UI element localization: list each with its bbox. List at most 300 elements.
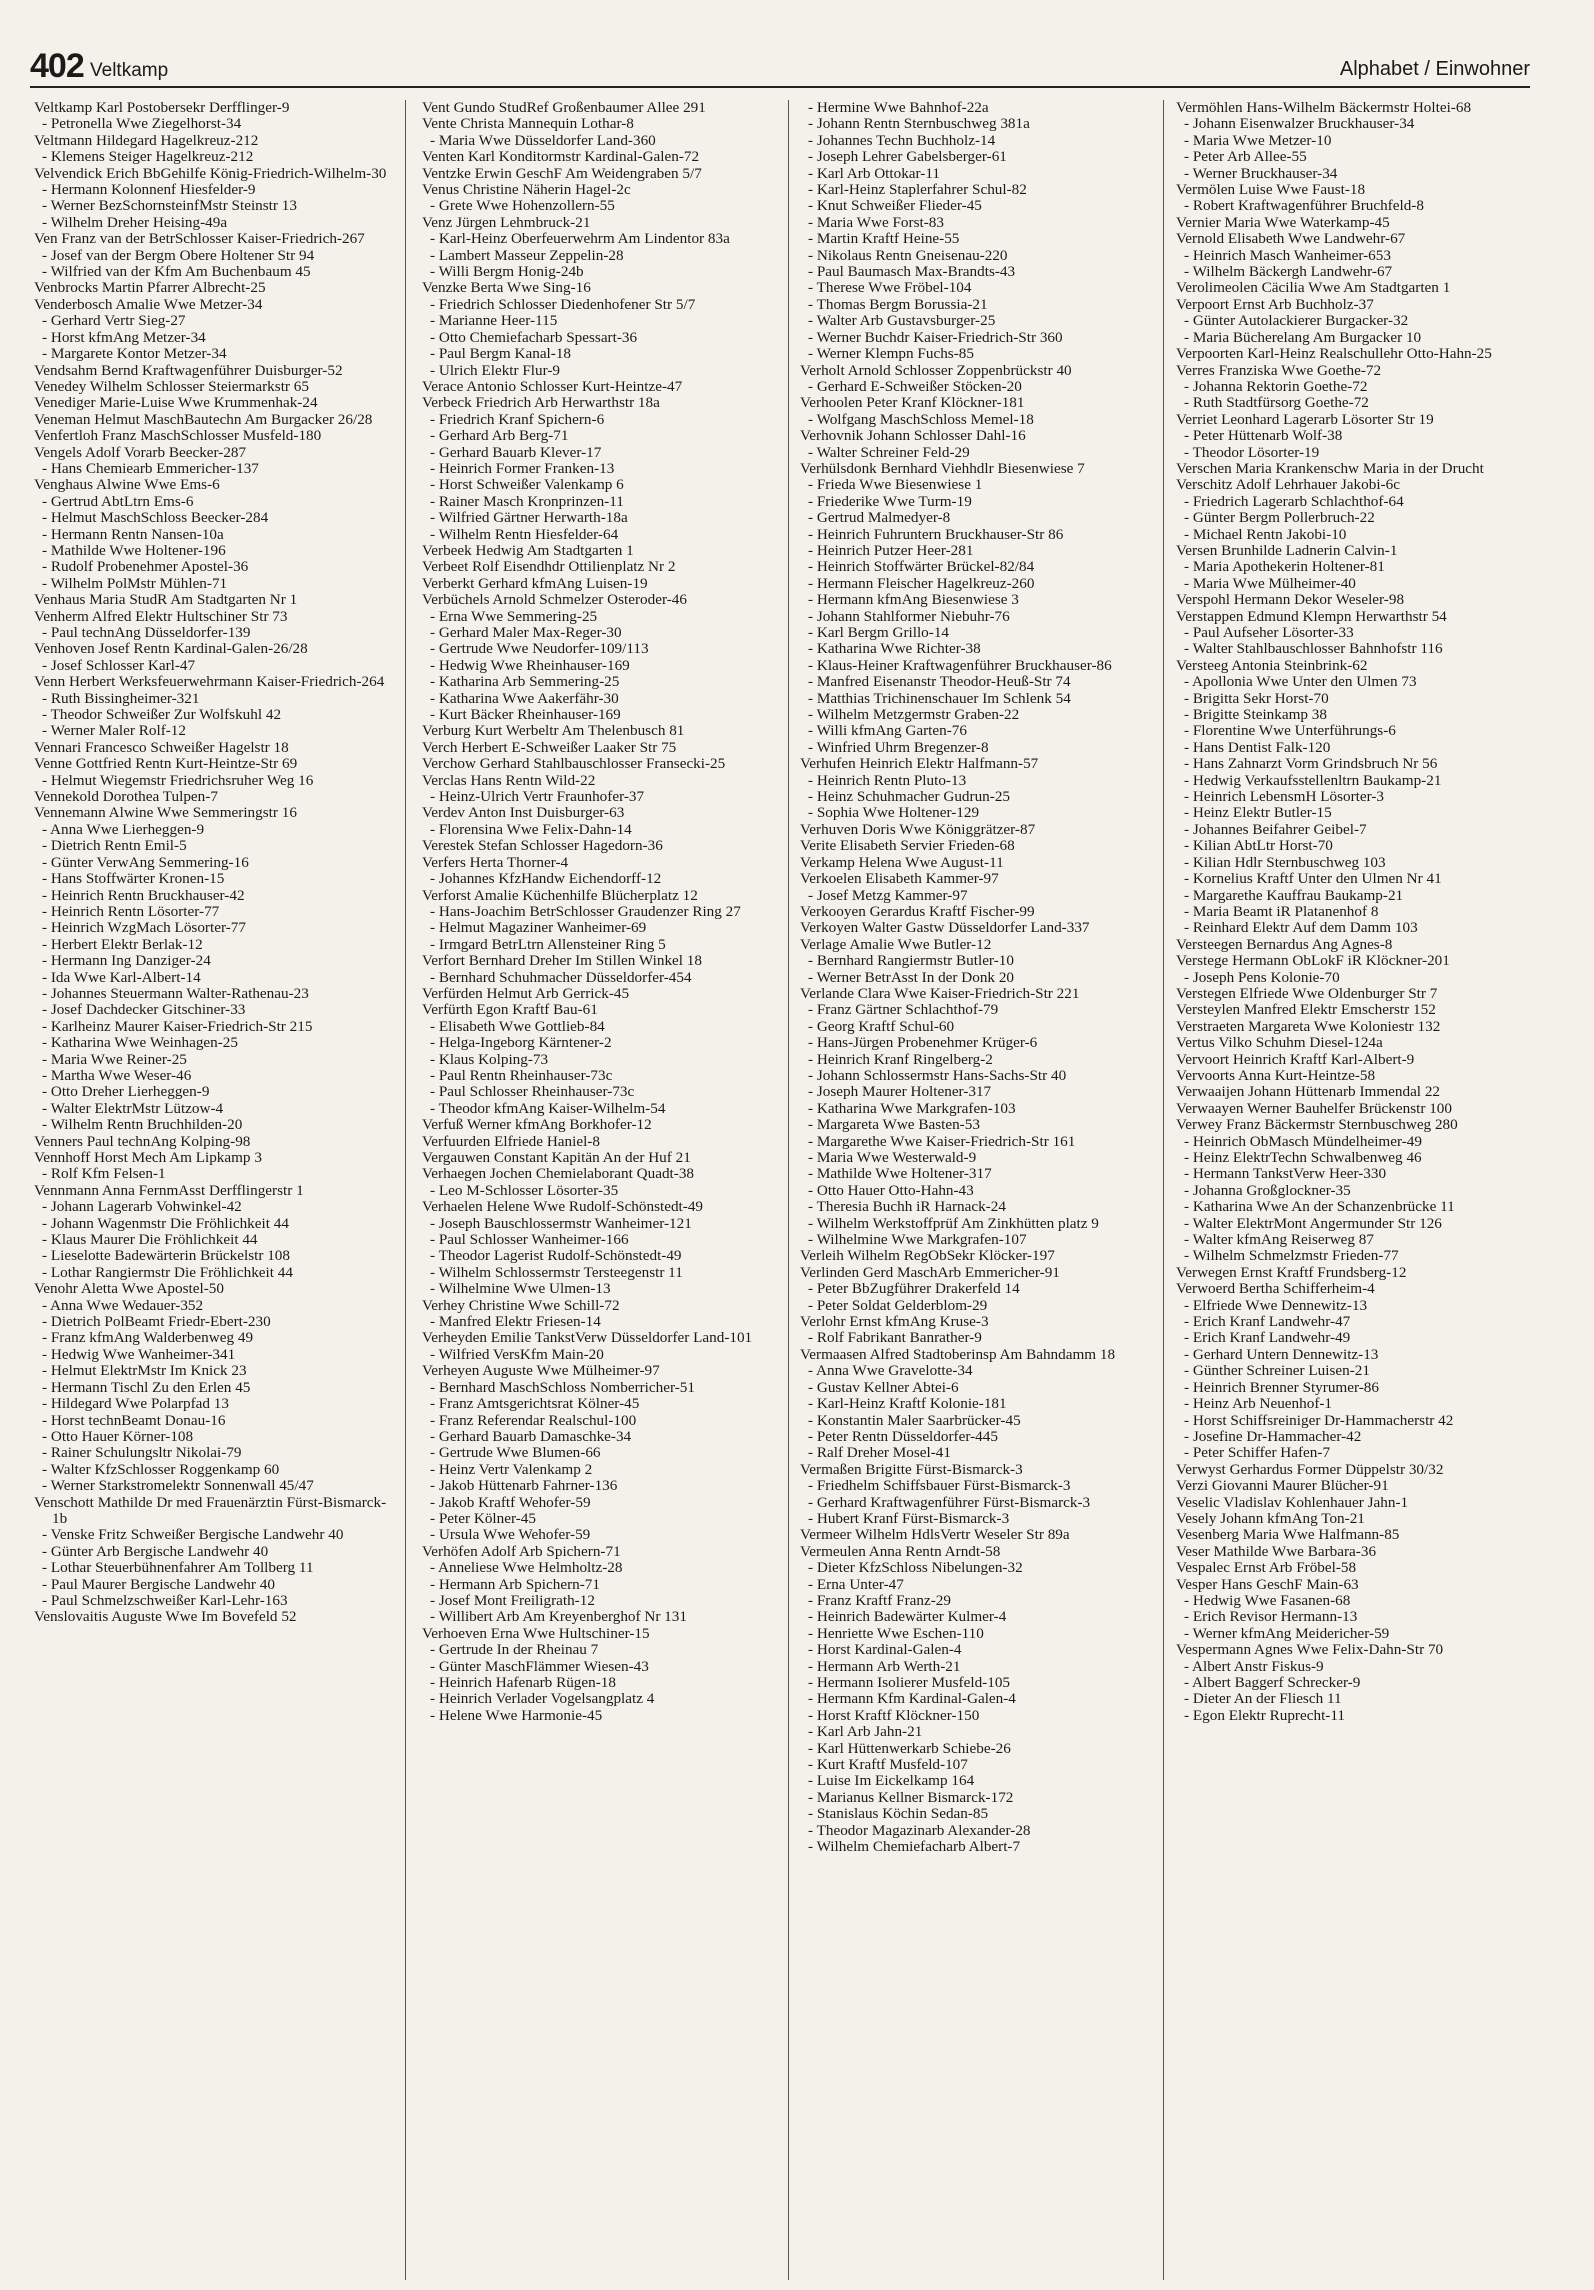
directory-entry: - Margarethe Wwe Kaiser-Friedrich-Str 161 <box>808 1132 1076 1150</box>
directory-entry: - Heinz Schuhmacher Gudrun-25 <box>808 788 1011 806</box>
directory-entry: - Johann Schlossermstr Hans-Sachs-Str 40 <box>808 1066 1067 1084</box>
directory-entry: - Friedrich Lagerarb Schlachthof-64 <box>1184 492 1404 510</box>
directory-entry: - Horst kfmAng Metzer-34 <box>42 328 206 346</box>
directory-entry: - Johanna Rektorin Goethe-72 <box>1184 377 1368 395</box>
directory-entry: - Hermann Fleischer Hagelkreuz-260 <box>808 574 1035 592</box>
directory-entry: Vermölen Luise Wwe Faust-18 <box>1176 181 1366 199</box>
directory-entry: - Kilian AbtLtr Horst-70 <box>1184 837 1333 855</box>
directory-entry: Verholt Arnold Schlosser Zoppenbrückstr 40 <box>800 361 1072 379</box>
directory-entry: Venderbosch Amalie Wwe Metzer-34 <box>34 295 263 313</box>
directory-entry: - Stanislaus Köchin Sedan-85 <box>808 1805 989 1823</box>
directory-entry: - Margarethe Kauffrau Baukamp-21 <box>1184 886 1404 904</box>
directory-entry: - Hermann Tischl Zu den Erlen 45 <box>42 1378 251 1396</box>
directory-entry: - Werner Bruckhauser-34 <box>1184 164 1338 182</box>
directory-entry: Verheyden Emilie TankstVerw Düsseldorfer Land-101 <box>422 1329 753 1347</box>
directory-entry: - Klaus Kolping-73 <box>430 1050 549 1068</box>
directory-entry: - Gertrude In der Rheinau 7 <box>430 1641 599 1659</box>
directory-entry: - Peter Hüttenarb Wolf-38 <box>1184 427 1343 445</box>
directory-entry: - Werner BetrAsst In der Donk 20 <box>808 968 1015 986</box>
directory-entry: Venners Paul technAng Kolping-98 <box>34 1132 251 1150</box>
directory-entry: - Klemens Steiger Hagelkreuz-212 <box>42 148 254 166</box>
directory-entry: - Jakob Kraftf Wehofer-59 <box>430 1493 591 1511</box>
directory-entry: - Heinrich Stoffwärter Brückel-82/84 <box>808 558 1035 576</box>
directory-entry: - Erna Wwe Semmering-25 <box>430 607 598 625</box>
directory-entry: - Josef Schlosser Karl-47 <box>42 656 196 674</box>
directory-entry: - Hans Stoffwärter Kronen-15 <box>42 870 225 888</box>
directory-entry: Vesely Johann kfmAng Ton-21 <box>1176 1509 1365 1527</box>
directory-entry: - Willi kfmAng Garten-76 <box>808 722 967 740</box>
directory-entry: - Dieter An der Fliesch 11 <box>1184 1690 1342 1708</box>
directory-entry: - Hermann Rentn Nansen-10a <box>42 525 224 543</box>
directory-entry: - Walter kfmAng Reiserweg 87 <box>1184 1231 1374 1249</box>
directory-entry: - Margareta Wwe Basten-53 <box>808 1116 980 1134</box>
directory-entry: - Gustav Kellner Abtei-6 <box>808 1378 959 1396</box>
directory-entry: Ventzke Erwin GeschF Am Weidengraben 5/7 <box>422 164 702 182</box>
directory-entry: Verlande Clara Wwe Kaiser-Friedrich-Str 221 <box>800 984 1080 1002</box>
directory-entry: Vermeulen Anna Rentn Arndt-58 <box>800 1542 1001 1560</box>
directory-entry: - Günter VerwAng Semmering-16 <box>42 853 249 871</box>
directory-entry: - Margarete Kontor Metzer-34 <box>42 345 227 363</box>
directory-entry: - Herbert Elektr Berlak-12 <box>42 935 203 953</box>
running-head-right: Alphabet / Einwohner <box>1339 58 1530 80</box>
directory-entry: - Heinrich Rentn Pluto-13 <box>808 771 967 789</box>
directory-entry: Venne Gottfried Rentn Kurt-Heintze-Str 69 <box>34 755 298 773</box>
directory-entry: - Heinrich Rentn Bruckhauser-42 <box>42 886 245 904</box>
directory-entry: - Heinz ElektrTechn Schwalbenweg 46 <box>1184 1149 1422 1166</box>
directory-entry: - Heinz Vertr Valenkamp 2 <box>430 1460 593 1478</box>
directory-entry: - Gerhard Maler Max-Reger-30 <box>430 624 622 641</box>
directory-entry: Vente Christa Mannequin Lothar-8 <box>422 115 634 133</box>
directory-entry: - Marianus Kellner Bismarck-172 <box>808 1788 1014 1806</box>
directory-entry: - Wilhelm Werkstoffprüf Am Zinkhütten platz 9 <box>808 1214 1099 1232</box>
directory-entry: - Gerhard Untern Dennewitz-13 <box>1184 1345 1379 1363</box>
directory-entry: - Erna Unter-47 <box>808 1575 904 1593</box>
directory-entry: - Ralf Dreher Mosel-41 <box>808 1444 951 1462</box>
directory-entry: - Petronella Wwe Ziegelhorst-34 <box>42 115 242 133</box>
directory-entry: Vernier Maria Wwe Waterkamp-45 <box>1176 213 1390 231</box>
directory-entry: - Walter Schreiner Feld-29 <box>808 443 970 461</box>
directory-entry: Verwaayen Werner Bauhelfer Brückenstr 100 <box>1176 1099 1452 1117</box>
directory-entry: - Bernhard Schuhmacher Düsseldorfer-454 <box>430 968 692 986</box>
directory-entry: - Johann Wagenmstr Die Fröhlichkeit 44 <box>42 1214 289 1232</box>
directory-entry: - Josef Metzg Kammer-97 <box>808 886 968 904</box>
directory-entry: - Gerhard E-Schweißer Stöcken-20 <box>808 377 1022 395</box>
directory-entry: Venghaus Alwine Wwe Ems-6 <box>34 476 220 494</box>
directory-entry: - Peter Arb Allee-55 <box>1184 148 1307 166</box>
directory-entry: - Frieda Wwe Biesenwiese 1 <box>808 476 983 494</box>
directory-entry: - Hubert Kranf Fürst-Bismarck-3 <box>808 1509 1010 1527</box>
directory-entry: - Hermann Arb Werth-21 <box>808 1657 961 1675</box>
directory-entry: - Maria Wwe Metzer-10 <box>1184 131 1332 149</box>
directory-entry: - Dietrich Rentn Emil-5 <box>42 837 187 855</box>
directory-entry: - Erich Kranf Landwehr-47 <box>1184 1313 1351 1331</box>
directory-entry: - Marianne Heer-115 <box>430 312 558 330</box>
directory-entry: - Otto Hauer Otto-Hahn-43 <box>808 1181 974 1199</box>
directory-entry: - Hermann kfmAng Biesenwiese 3 <box>808 591 1019 609</box>
directory-entry: - Hermann Isolierer Musfeld-105 <box>808 1674 1011 1691</box>
directory-entry: Venohr Aletta Wwe Apostel-50 <box>34 1280 224 1298</box>
directory-entry: - Karl-Heinz Staplerfahrer Schul-82 <box>808 181 1027 199</box>
directory-entry: - Helene Wwe Harmonie-45 <box>430 1706 603 1724</box>
directory-entry: Verhey Christine Wwe Schill-72 <box>422 1296 620 1314</box>
directory-entry: - Heinrich ObMasch Mündelheimer-49 <box>1184 1132 1422 1150</box>
directory-entry: - Hans-Jürgen Probenehmer Krüger-6 <box>808 1034 1038 1052</box>
directory-entry: Venn Herbert Werksfeuerwehrmann Kaiser-Friedrich-264 <box>34 673 385 691</box>
directory-entry: Verzi Giovanni Maurer Blücher-91 <box>1176 1477 1389 1495</box>
directory-entry: - Heinrich Former Franken-13 <box>430 459 615 477</box>
directory-entry: Vermeer Wilhelm HdlsVertr Weseler Str 89a <box>800 1526 1070 1544</box>
directory-entry: - Günter Arb Bergische Landwehr 40 <box>42 1542 269 1560</box>
directory-entry: - Walter ElektrMont Angermunder Str 126 <box>1184 1214 1442 1232</box>
directory-entry: - Anna Wwe Lierheggen-9 <box>42 820 205 838</box>
directory-entry: - Hermann TankstVerw Heer-330 <box>1184 1165 1387 1183</box>
directory-entry: - Jakob Hüttenarb Fahrner-136 <box>430 1477 618 1495</box>
directory-entry: - Brigitta Sekr Horst-70 <box>1184 689 1329 707</box>
directory-entry: - Theodor Lösorter-19 <box>1184 443 1320 461</box>
directory-entry: Vent Gundo StudRef Großenbaumer Allee 291 <box>422 100 706 116</box>
directory-entry: Vespalec Ernst Arb Fröbel-58 <box>1176 1559 1357 1577</box>
directory-entry: - Franz Referendar Realschul-100 <box>430 1411 637 1429</box>
directory-entry: Vengels Adolf Vorarb Beecker-287 <box>34 443 247 461</box>
directory-entry: - Knut Schweißer Flieder-45 <box>808 197 982 215</box>
directory-entry: Verwoerd Bertha Schifferheim-4 <box>1176 1280 1375 1298</box>
directory-entry: - Klaus Maurer Die Fröhlichkeit 44 <box>42 1231 258 1249</box>
directory-entry: Verpoort Ernst Arb Buchholz-37 <box>1176 295 1374 313</box>
directory-entry: Veltmann Hildegard Hagelkreuz-212 <box>34 131 259 149</box>
column-divider <box>788 100 789 2280</box>
directory-entry: Venfertloh Franz MaschSchlosser Musfeld-180 <box>34 427 322 445</box>
directory-entry: - Wilhelm Schmelzmstr Frieden-77 <box>1184 1247 1399 1265</box>
directory-entry: - Wilhelm Schlossermstr Tersteegenstr 11 <box>430 1263 683 1281</box>
directory-entry: Verkamp Helena Wwe August-11 <box>800 853 1004 871</box>
directory-entry: - Josef Dachdecker Gitschiner-33 <box>42 1001 246 1019</box>
directory-entry: - Maria Wwe Mülheimer-40 <box>1184 574 1356 592</box>
directory-entry: - Albert Baggerf Schrecker-9 <box>1184 1674 1361 1691</box>
directory-entry: Verbeet Rolf Eisendhdr Ottilienplatz Nr 2 <box>422 558 676 576</box>
directory-entry: - Josef Mont Freiligrath-12 <box>430 1591 595 1609</box>
directory-entry: Verpoorten Karl-Heinz Realschullehr Otto-Hahn-25 <box>1176 345 1492 363</box>
directory-entry: Venzke Berta Wwe Sing-16 <box>422 279 591 297</box>
directory-entry: - Peter Kölner-45 <box>430 1509 536 1527</box>
directory-entry: Verwegen Ernst Kraftf Frundsberg-12 <box>1176 1263 1407 1281</box>
directory-entry: Verch Herbert E-Schweißer Laaker Str 75 <box>422 738 677 756</box>
directory-entry: - Ursula Wwe Wehofer-59 <box>430 1526 591 1544</box>
directory-entry: Verbüchels Arnold Schmelzer Osteroder-46 <box>422 591 687 609</box>
directory-entry: - Friedhelm Schiffsbauer Fürst-Bismarck-3 <box>808 1477 1071 1495</box>
directory-entry: - Helmut MaschSchloss Beecker-284 <box>42 509 269 527</box>
directory-entry: - Erich Kranf Landwehr-49 <box>1184 1329 1351 1347</box>
directory-entry: - Walter ElektrMstr Lützow-4 <box>42 1099 224 1117</box>
directory-entry: - Theodor Magazinarb Alexander-28 <box>808 1821 1031 1839</box>
directory-entry: - Irmgard BetrLtrn Allensteiner Ring 5 <box>430 935 666 953</box>
directory-entry: Versteeg Antonia Steinbrink-62 <box>1176 656 1368 674</box>
directory-entry: Verkoelen Elisabeth Kammer-97 <box>800 870 999 888</box>
directory-entry: Verberkt Gerhard kfmAng Luisen-19 <box>422 574 648 592</box>
directory-entry: - Anneliese Wwe Helmholtz-28 <box>430 1559 623 1577</box>
directory-entry: - Gertrude Wwe Blumen-66 <box>430 1444 601 1462</box>
directory-entry: Verhovnik Johann Schlosser Dahl-16 <box>800 427 1026 445</box>
directory-entry: - Robert Kraftwagenführer Bruchfeld-8 <box>1184 197 1424 215</box>
directory-entry: Verheyen Auguste Wwe Mülheimer-97 <box>422 1362 660 1380</box>
directory-entry: - Wilhelm Chemiefacharb Albert-7 <box>808 1838 1021 1856</box>
directory-column-4 <box>1176 100 1536 2260</box>
directory-entry: - Friedrich Kranf Spichern-6 <box>430 410 605 428</box>
directory-entry: - Maria Apothekerin Holtener-81 <box>1184 558 1385 576</box>
directory-entry: Verlinden Gerd MaschArb Emmericher-91 <box>800 1263 1060 1281</box>
directory-entry: - Anna Wwe Wedauer-352 <box>42 1296 204 1314</box>
directory-entry: - Maria Wwe Reiner-25 <box>42 1050 187 1068</box>
directory-entry: Verres Franziska Wwe Goethe-72 <box>1176 361 1382 379</box>
directory-entry: - Heinrich Putzer Heer-281 <box>808 541 974 559</box>
directory-entry: Vespermann Agnes Wwe Felix-Dahn-Str 70 <box>1176 1641 1444 1659</box>
directory-entry: Venz Jürgen Lehmbruck-21 <box>422 213 591 231</box>
directory-entry: - Joseph Maurer Holtener-317 <box>808 1083 992 1101</box>
directory-entry: - Manfred Eisenanstr Theodor-Heuß-Str 74 <box>808 673 1071 691</box>
directory-entry: - Manfred Elektr Friesen-14 <box>430 1313 601 1331</box>
directory-entry: - Florentine Wwe Unterführungs-6 <box>1184 722 1396 740</box>
directory-entry: - Paul Schlosser Wanheimer-166 <box>430 1231 629 1249</box>
directory-entry: - Wilhelmine Wwe Ulmen-13 <box>430 1280 611 1298</box>
directory-entry: Venhaus Maria StudR Am Stadtgarten Nr 1 <box>34 591 298 609</box>
directory-entry: - Wilhelm Metzgermstr Graben-22 <box>808 706 1020 724</box>
directory-entry: - Karl Arb Ottokar-11 <box>808 164 940 182</box>
directory-entry: Venslovaitis Auguste Wwe Im Bovefeld 52 <box>34 1608 297 1626</box>
directory-entry: - Katharina Wwe An der Schanzenbrücke 11 <box>1184 1198 1455 1216</box>
directory-entry: Verhufen Heinrich Elektr Halfmann-57 <box>800 755 1039 773</box>
directory-entry: - Horst Schiffsreiniger Dr-Hammacherstr 42 <box>1184 1411 1454 1429</box>
directory-entry: - Michael Rentn Jakobi-10 <box>1184 525 1347 543</box>
directory-entry: - Joseph Lehrer Gabelsberger-61 <box>808 148 1007 166</box>
directory-entry: Velvendick Erich BbGehilfe König-Friedrich-Wilhelm-30 <box>34 164 387 182</box>
directory-entry: - Theresia Buchh iR Harnack-24 <box>808 1198 1006 1216</box>
directory-entry: Verfers Herta Thorner-4 <box>422 853 569 871</box>
directory-entry: - Walter Stahlbauschlosser Bahnhofstr 116 <box>1184 640 1443 658</box>
directory-entry: - Rainer Masch Kronprinzen-11 <box>430 492 624 510</box>
directory-entry: Vermöhlen Hans-Wilhelm Bäckermstr Holtei-68 <box>1176 100 1472 116</box>
directory-entry: - Ruth Stadtfürsorg Goethe-72 <box>1184 394 1369 412</box>
directory-entry: - Egon Elektr Ruprecht-11 <box>1184 1706 1345 1724</box>
directory-entry: - Elisabeth Wwe Gottlieb-84 <box>430 1017 605 1035</box>
directory-entry: - Paul Baumasch Max-Brandts-43 <box>808 263 1016 281</box>
directory-entry: - Konstantin Maler Saarbrücker-45 <box>808 1411 1021 1429</box>
directory-entry: - Heinrich Hafenarb Rügen-18 <box>430 1674 616 1691</box>
directory-entry: Verburg Kurt Werbeltr Am Thelenbusch 81 <box>422 722 685 740</box>
directory-entry: - Ruth Bissingheimer-321 <box>42 689 200 707</box>
directory-entry: Verfort Bernhard Dreher Im Stillen Winkel 18 <box>422 952 702 970</box>
directory-entry: - Gertrude Wwe Neudorfer-109/113 <box>430 640 649 658</box>
directory-entry: - Friedrich Schlosser Diedenhofener Str 5/7 <box>430 295 696 313</box>
directory-entry: Verdev Anton Inst Duisburger-63 <box>422 804 625 822</box>
directory-entry: - Heinrich Kranf Ringelberg-2 <box>808 1050 993 1068</box>
directory-entry: - Gerhard Vertr Sieg-27 <box>42 312 186 330</box>
directory-entry: Verbeck Friedrich Arb Herwarthstr 18a <box>422 394 660 412</box>
directory-entry: Versteylen Manfred Elektr Emscherstr 152 <box>1176 1001 1436 1019</box>
directory-entry: - Kurt Kraftf Musfeld-107 <box>808 1756 968 1774</box>
directory-entry: - Heinrich WzgMach Lösorter-77 <box>42 919 246 937</box>
directory-entry: Vermaßen Brigitte Fürst-Bismarck-3 <box>800 1460 1023 1478</box>
directory-entry: - Franz kfmAng Walderbenweg 49 <box>42 1329 254 1347</box>
directory-column-2 <box>422 100 782 2260</box>
directory-entry: - Hedwig Wwe Fasanen-68 <box>1184 1591 1351 1609</box>
directory-entry: - Winfried Uhrm Bregenzer-8 <box>808 738 989 756</box>
directory-entry: Verwaaijen Johann Hüttenarb Immendal 22 <box>1176 1083 1441 1101</box>
directory-entry: - Klaus-Heiner Kraftwagenführer Bruckhauser-86 <box>808 656 1112 674</box>
directory-entry: - Otto Hauer Körner-108 <box>42 1427 194 1445</box>
directory-entry: - Willibert Arb Am Kreyenberghof Nr 131 <box>430 1608 687 1626</box>
directory-entry: - Bernhard MaschSchloss Nomberricher-51 <box>430 1378 695 1396</box>
directory-entry: - Katharina Wwe Markgrafen-103 <box>808 1099 1016 1117</box>
directory-entry: Venschott Mathilde Dr med Frauenärztin Fürst-Bismarck-1b <box>34 1493 387 1527</box>
directory-entry: - Wilhelm Rentn Bruchhilden-20 <box>42 1116 243 1134</box>
directory-entry: - Günter Autolackierer Burgacker-32 <box>1184 312 1409 330</box>
directory-entry: - Johannes Steuermann Walter-Rathenau-23 <box>42 984 309 1002</box>
directory-entry: Verestek Stefan Schlosser Hagedorn-36 <box>422 837 663 855</box>
directory-entry: - Hermann Arb Spichern-71 <box>430 1575 600 1593</box>
directory-entry: - Günter MaschFlämmer Wiesen-43 <box>430 1657 649 1675</box>
directory-entry: Verhaegen Jochen Chemielaborant Quadt-38 <box>422 1165 695 1183</box>
directory-entry: - Wolfgang MaschSchloss Memel-18 <box>808 410 1034 428</box>
directory-entry: Vennemann Alwine Wwe Semmeringstr 16 <box>34 804 297 822</box>
directory-entry: - Werner Klempn Fuchs-85 <box>808 345 974 363</box>
directory-entry: - Paul Rentn Rheinhauser-73c <box>430 1066 613 1084</box>
directory-entry: - Katharina Wwe Weinhagen-25 <box>42 1034 238 1052</box>
directory-entry: - Hermann Ing Danziger-24 <box>42 952 211 970</box>
directory-entry: - Matthias Trichinenschauer Im Schlenk 54 <box>808 689 1071 707</box>
directory-entry: - Werner Starkstromelektr Sonnenwall 45/47 <box>42 1477 314 1495</box>
directory-entry: - Horst Kraftf Klöckner-150 <box>808 1706 980 1724</box>
directory-entry: Versen Brunhilde Ladnerin Calvin-1 <box>1176 541 1398 559</box>
directory-entry: - Franz Gärtner Schlachthof-79 <box>808 1001 999 1019</box>
directory-entry: - Grete Wwe Hohenzollern-55 <box>430 197 615 215</box>
directory-entry: - Karl-Heinz Oberfeuerwehrm Am Lindentor 83a <box>430 230 730 248</box>
directory-entry: - Leo M-Schlosser Lösorter-35 <box>430 1181 619 1199</box>
directory-entry: Verhoeven Erna Wwe Hultschiner-15 <box>422 1624 650 1642</box>
directory-entry: Verite Elisabeth Servier Frieden-68 <box>800 837 1015 855</box>
directory-entry: - Horst technBeamt Donau-16 <box>42 1411 226 1429</box>
directory-entry: Verhaelen Helene Wwe Rudolf-Schönstedt-49 <box>422 1198 704 1216</box>
directory-entry: - Heinz Arb Neuenhof-1 <box>1184 1395 1333 1413</box>
directory-entry: - Hans Chemiearb Emmericher-137 <box>42 459 259 477</box>
directory-entry: - Werner Maler Rolf-12 <box>42 722 186 740</box>
directory-entry: - Horst Kardinal-Galen-4 <box>808 1641 962 1659</box>
directory-entry: - Johann Eisenwalzer Bruckhauser-34 <box>1184 115 1415 133</box>
directory-entry: Versteegen Bernardus Ang Agnes-8 <box>1176 935 1393 953</box>
directory-entry: - Hermann Kolonnenf Hiesfelder-9 <box>42 181 256 199</box>
directory-entry: - Johann Lagerarb Vohwinkel-42 <box>42 1198 242 1216</box>
directory-entry: - Thomas Bergm Borussia-21 <box>808 295 988 313</box>
directory-entry: - Maria Beamt iR Platanenhof 8 <box>1184 902 1379 920</box>
directory-entry: - Theodor Schweißer Zur Wolfskuhl 42 <box>42 706 282 724</box>
directory-entry: Verlage Amalie Wwe Butler-12 <box>800 935 992 953</box>
directory-entry: Venus Christine Näherin Hagel-2c <box>422 181 631 199</box>
directory-entry: - Helmut ElektrMstr Im Knick 23 <box>42 1362 247 1380</box>
directory-entry: - Karl Arb Jahn-21 <box>808 1723 923 1741</box>
directory-entry: - Josefine Dr-Hammacher-42 <box>1184 1427 1362 1445</box>
directory-entry: - Kurt Bäcker Rheinhauser-169 <box>430 706 621 724</box>
directory-entry: Verforst Amalie Küchenhilfe Blücherplatz 12 <box>422 886 698 904</box>
directory-entry: Verlohr Ernst kfmAng Kruse-3 <box>800 1313 989 1331</box>
directory-entry: - Mathilde Wwe Holtener-196 <box>42 541 226 559</box>
directory-entry: - Gerhard Kraftwagenführer Fürst-Bismarck-3 <box>808 1493 1091 1511</box>
directory-entry: - Lambert Masseur Zeppelin-28 <box>430 246 624 264</box>
directory-entry: - Maria Wwe Westerwald-9 <box>808 1149 977 1166</box>
directory-entry: - Günther Schreiner Luisen-21 <box>1184 1362 1370 1380</box>
directory-entry: - Hedwig Wwe Rheinhauser-169 <box>430 656 630 674</box>
directory-entry: - Franz Kraftf Franz-29 <box>808 1591 951 1609</box>
directory-entry: Verstappen Edmund Klempn Herwarthstr 54 <box>1176 607 1447 625</box>
directory-entry: - Wilhelmine Wwe Markgrafen-107 <box>808 1231 1027 1249</box>
directory-entry: - Anna Wwe Gravelotte-34 <box>808 1362 973 1380</box>
directory-entry: - Karl Hüttenwerkarb Schiebe-26 <box>808 1739 1011 1757</box>
directory-entry: - Heinrich Rentn Lösorter-77 <box>42 902 220 920</box>
directory-entry: - Wilfried van der Kfm Am Buchenbaum 45 <box>42 263 311 281</box>
directory-entry: - Ida Wwe Karl-Albert-14 <box>42 968 201 986</box>
directory-entry: - Friederike Wwe Turm-19 <box>808 492 972 510</box>
directory-entry: - Paul Maurer Bergische Landwehr 40 <box>42 1575 275 1593</box>
directory-entry: - Paul technAng Düsseldorfer-139 <box>42 624 251 641</box>
directory-entry: - Peter Soldat Gelderblom-29 <box>808 1296 988 1314</box>
directory-entry: - Günter Bergm Pollerbruch-22 <box>1184 509 1375 527</box>
directory-entry: - Willi Bergm Honig-24b <box>430 263 584 281</box>
directory-entry: - Sophia Wwe Holtener-129 <box>808 804 980 822</box>
directory-entry: Veltkamp Karl Postobersekr Derfflinger-9 <box>34 100 290 116</box>
directory-entry: Ven Franz van der BetrSchlosser Kaiser-Friedrich-267 <box>34 230 365 248</box>
directory-entry: - Helga-Ingeborg Kärntener-2 <box>430 1034 612 1052</box>
directory-entry: Verwey Franz Bäckermstr Sternbuschweg 280 <box>1176 1116 1458 1134</box>
directory-entry: - Heinrich LebensmH Lösorter-3 <box>1184 788 1385 806</box>
directory-entry: Vendsahm Bernd Kraftwagenführer Duisburger-52 <box>34 361 343 379</box>
directory-entry: - Heinz Elektr Butler-15 <box>1184 804 1332 822</box>
directory-entry: - Gerhard Bauarb Klever-17 <box>430 443 602 461</box>
directory-entry: Verfuß Werner kfmAng Borkhofer-12 <box>422 1116 652 1134</box>
directory-entry: Verfürden Helmut Arb Gerrick-45 <box>422 984 630 1002</box>
directory-entry: - Therese Wwe Fröbel-104 <box>808 279 972 297</box>
directory-entry: Vermaasen Alfred Stadtoberinsp Am Bahndamm 18 <box>800 1345 1116 1363</box>
directory-entry: Vergauwen Constant Kapitän An der Huf 21 <box>422 1149 691 1166</box>
directory-entry: - Bernhard Rangiermstr Butler-10 <box>808 952 1014 970</box>
directory-entry: - Brigitte Steinkamp 38 <box>1184 706 1327 724</box>
running-head-left: Veltkamp <box>90 60 169 81</box>
directory-entry: Verstraeten Margareta Wwe Koloniestr 132 <box>1176 1017 1441 1035</box>
directory-entry: - Hildegard Wwe Polarpfad 13 <box>42 1395 229 1413</box>
directory-entry: Verclas Hans Rentn Wild-22 <box>422 771 596 789</box>
directory-entry: - Wilfried VersKfm Main-20 <box>430 1345 604 1363</box>
directory-entry: - Helmut Wiegemstr Friedrichsruher Weg 16 <box>42 771 314 789</box>
directory-entry: - Franz Amtsgerichtsrat Kölner-45 <box>430 1395 640 1413</box>
directory-entry: - Johanna Großglockner-35 <box>1184 1181 1351 1199</box>
directory-entry: - Heinrich Masch Wanheimer-653 <box>1184 246 1391 264</box>
directory-entry: Vervoorts Anna Kurt-Heintze-58 <box>1176 1066 1376 1084</box>
directory-entry: - Rainer Schulungsltr Nikolai-79 <box>42 1444 242 1462</box>
directory-entry: - Werner Buchdr Kaiser-Friedrich-Str 360 <box>808 328 1063 346</box>
directory-entry: - Johann Stahlformer Niebuhr-76 <box>808 607 1010 625</box>
directory-entry: Venediger Marie-Luise Wwe Krummenhak-24 <box>34 394 318 412</box>
directory-entry: Vennekold Dorothea Tulpen-7 <box>34 788 218 806</box>
directory-entry: - Lothar Rangiermstr Die Fröhlichkeit 44 <box>42 1263 293 1281</box>
directory-entry: - Helmut Magaziner Wanheimer-69 <box>430 919 647 937</box>
directory-entry: - Johann Rentn Sternbuschweg 381a <box>808 115 1030 133</box>
directory-entry: - Maria Bücherelang Am Burgacker 10 <box>1184 328 1422 346</box>
directory-entry: - Johannes Techn Buchholz-14 <box>808 131 996 149</box>
directory-entry: - Reinhard Elektr Auf dem Damm 103 <box>1184 919 1418 937</box>
directory-entry: Verhülsdonk Bernhard Viehhdlr Biesenwiese 7 <box>800 459 1085 477</box>
directory-entry: - Wilhelm Dreher Heising-49a <box>42 213 228 231</box>
directory-entry: - Otto Dreher Lierheggen-9 <box>42 1083 210 1101</box>
directory-entry: Venten Karl Konditormstr Kardinal-Galen-72 <box>422 148 700 166</box>
directory-entry: - Gertrud Malmedyer-8 <box>808 509 951 527</box>
directory-entry: - Hedwig Wwe Wanheimer-341 <box>42 1345 236 1363</box>
directory-entry: - Johannes Beifahrer Geibel-7 <box>1184 820 1367 838</box>
